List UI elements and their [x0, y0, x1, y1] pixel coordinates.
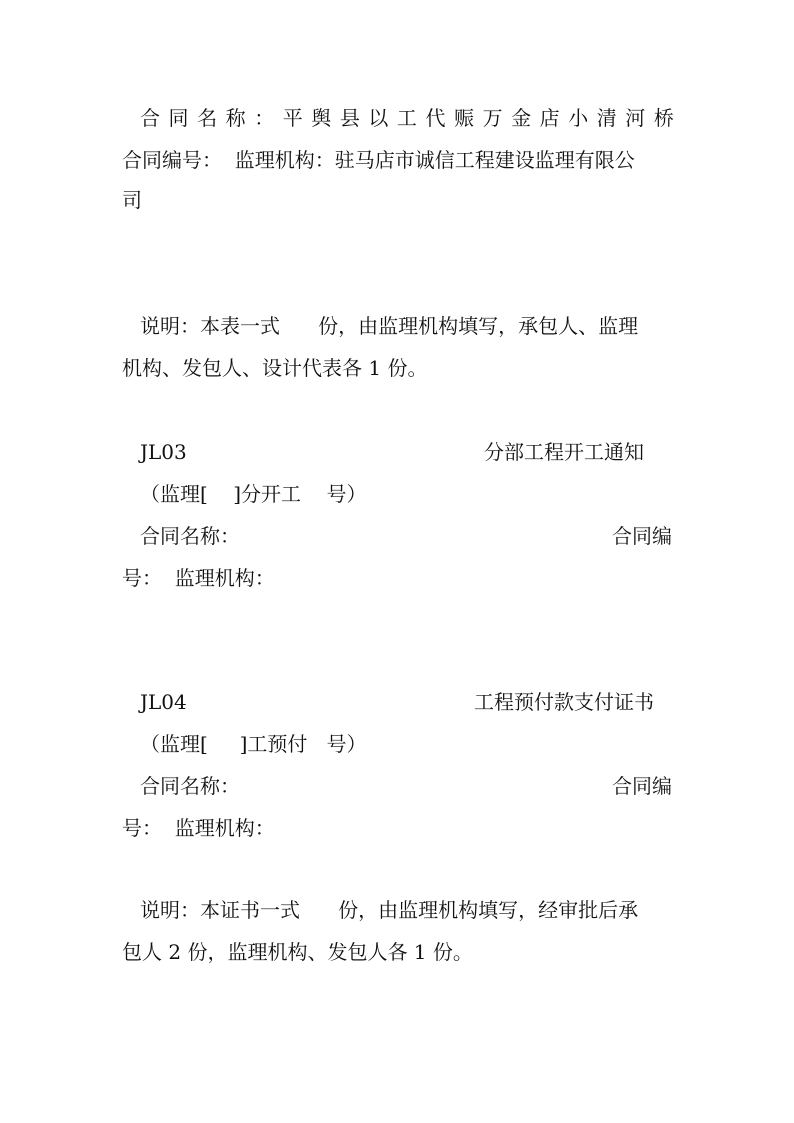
contract-name-char: 平 [282, 106, 303, 130]
contract-number-supervisor-line: 合同编号： 监理机构：驻马店市诚信工程建设监理有限公 [122, 148, 635, 172]
contract-name-char: 代 [425, 106, 446, 130]
contract-name-char: 清 [596, 106, 617, 130]
contract-name-char: 店 [539, 106, 560, 130]
contract-name-char: 同 [168, 106, 189, 130]
jl03-code: JL03 [140, 440, 187, 464]
contract-name-char: 河 [625, 106, 646, 130]
contract-name-char: ： [254, 106, 275, 130]
jl03-contract-no-a: 合同编 [612, 524, 672, 548]
jl04-contract-no-a: 合同编 [612, 774, 672, 798]
contract-name-char: 县 [339, 106, 360, 130]
jl03-contract-no-b: 号： 监理机构： [122, 566, 275, 590]
supervisor-continuation-line: 司 [122, 188, 142, 212]
jl03-title: 分部工程开工通知 [484, 440, 644, 464]
jl04-title: 工程预付款支付证书 [474, 690, 654, 714]
note1-line1: 说明：本表一式 份，由监理机构填写，承包人、监理 [140, 314, 639, 338]
jl04-code: JL04 [140, 690, 187, 714]
jl03-contract-name: 合同名称： [140, 524, 240, 548]
note1-line2: 机构、发包人、设计代表各 1 份。 [122, 356, 428, 380]
contract-name-line [140, 106, 674, 130]
contract-name-char: 工 [396, 106, 417, 130]
jl04-ref: （监理[ ]工预付 号） [140, 732, 367, 756]
contract-name-char: 舆 [311, 106, 332, 130]
jl04-contract-no-b: 号： 监理机构： [122, 816, 275, 840]
contract-name-char: 称 [225, 106, 246, 130]
contract-name-char: 桥 [653, 106, 674, 130]
contract-name-char: 万 [482, 106, 503, 130]
jl04-contract-name: 合同名称： [140, 774, 240, 798]
contract-name-char: 合 [140, 106, 160, 130]
contract-name-char: 金 [511, 106, 532, 130]
contract-name-char: 以 [368, 106, 389, 130]
contract-name-char: 小 [568, 106, 589, 130]
note2-line2: 包人 2 份，监理机构、发包人各 1 份。 [122, 940, 473, 964]
jl03-ref: （监理[ ]分开工 号） [140, 482, 367, 506]
note2-line1: 说明：本证书一式 份，由监理机构填写，经审批后承 [140, 898, 639, 922]
contract-name-char: 赈 [454, 106, 475, 130]
contract-name-char: 名 [197, 106, 218, 130]
